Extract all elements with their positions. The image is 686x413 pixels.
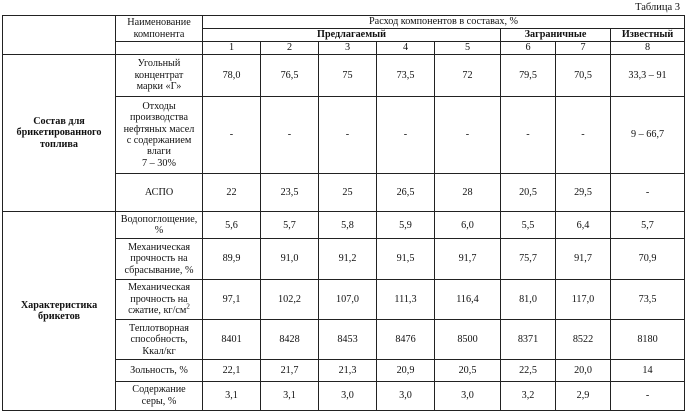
table-cell: 91,2 bbox=[319, 239, 377, 279]
table-cell: 5,7 bbox=[611, 212, 685, 239]
table-row bbox=[3, 212, 685, 239]
group-known: Известный bbox=[611, 29, 685, 42]
table-cell: 73,5 bbox=[377, 54, 435, 96]
table-cell: 29,5 bbox=[556, 173, 611, 211]
table-cell: 3,1 bbox=[261, 381, 319, 410]
table-cell: 91,5 bbox=[377, 239, 435, 279]
table-cell: 33,3 – 91 bbox=[611, 54, 685, 96]
table-cell: 3,0 bbox=[319, 381, 377, 410]
table-cell: 81,0 bbox=[501, 279, 556, 319]
table-cell: 26,5 bbox=[377, 173, 435, 211]
table-cell: - bbox=[203, 97, 261, 174]
table-cell: 75 bbox=[319, 54, 377, 96]
table-cell: - bbox=[611, 381, 685, 410]
table-cell: 102,2 bbox=[261, 279, 319, 319]
table-cell: 8401 bbox=[203, 320, 261, 360]
table-cell: - bbox=[556, 97, 611, 174]
table-cell: 3,0 bbox=[377, 381, 435, 410]
table-cell: 14 bbox=[611, 360, 685, 381]
column-number: 4 bbox=[377, 42, 435, 55]
table-cell: 21,3 bbox=[319, 360, 377, 381]
column-number: 7 bbox=[556, 42, 611, 55]
table-cell: 89,9 bbox=[203, 239, 261, 279]
column-number: 5 bbox=[435, 42, 501, 55]
table-cell: - bbox=[261, 97, 319, 174]
table-row bbox=[3, 54, 685, 96]
table-cell: 8428 bbox=[261, 320, 319, 360]
table-cell: - bbox=[319, 97, 377, 174]
table-cell: 97,1 bbox=[203, 279, 261, 319]
table-cell: - bbox=[377, 97, 435, 174]
table-cell: 111,3 bbox=[377, 279, 435, 319]
table-cell: 28 bbox=[435, 173, 501, 211]
table-cell: 91,7 bbox=[435, 239, 501, 279]
table-cell: 5,9 bbox=[377, 212, 435, 239]
table-cell: 6,4 bbox=[556, 212, 611, 239]
table-cell: 5,8 bbox=[319, 212, 377, 239]
table-cell: - bbox=[435, 97, 501, 174]
table-cell: 117,0 bbox=[556, 279, 611, 319]
row-label: Теплотворная способность, Ккал/кг bbox=[116, 320, 203, 360]
table-cell: - bbox=[611, 173, 685, 211]
component-name-header: Наименование компонента bbox=[116, 16, 203, 42]
row-label: Механическая прочность на сжатие, $кг/см^2$ bbox=[116, 279, 203, 319]
table-cell: 3,1 bbox=[203, 381, 261, 410]
row-label: АСПО bbox=[116, 173, 203, 211]
table-cell: 70,9 bbox=[611, 239, 685, 279]
table-cell: 91,0 bbox=[261, 239, 319, 279]
column-number: 8 bbox=[611, 42, 685, 55]
row-label: Угольный концентрат марки «Г» bbox=[116, 54, 203, 96]
table-cell: 20,5 bbox=[435, 360, 501, 381]
table-cell: 73,5 bbox=[611, 279, 685, 319]
table-cell: 79,5 bbox=[501, 54, 556, 96]
table-cell: 25 bbox=[319, 173, 377, 211]
table-cell: 8522 bbox=[556, 320, 611, 360]
table-cell: 70,5 bbox=[556, 54, 611, 96]
group-foreign: Заграничные bbox=[501, 29, 611, 42]
table-cell: 107,0 bbox=[319, 279, 377, 319]
consumption-header: Расход компонентов в составах, % bbox=[203, 16, 685, 29]
table-cell: 8500 bbox=[435, 320, 501, 360]
table-cell: 5,6 bbox=[203, 212, 261, 239]
table-cell: 22,1 bbox=[203, 360, 261, 381]
row-label: Отходы производства нефтяных масел с содержанием влаги 7 – 30% bbox=[116, 97, 203, 174]
table-cell: 3,0 bbox=[435, 381, 501, 410]
table-cell: 5,5 bbox=[501, 212, 556, 239]
number-header-blank bbox=[116, 42, 203, 55]
table-cell: 21,7 bbox=[261, 360, 319, 381]
table-cell: 22,5 bbox=[501, 360, 556, 381]
table-cell: 5,7 bbox=[261, 212, 319, 239]
table-cell: 76,5 bbox=[261, 54, 319, 96]
column-number: 1 bbox=[203, 42, 261, 55]
table-cell: 3,2 bbox=[501, 381, 556, 410]
section-characteristics: Характеристика брикетов bbox=[3, 212, 116, 411]
table-cell: 20,5 bbox=[501, 173, 556, 211]
column-number: 2 bbox=[261, 42, 319, 55]
table-cell: 9 – 66,7 bbox=[611, 97, 685, 174]
column-number: 6 bbox=[501, 42, 556, 55]
table-cell: 8371 bbox=[501, 320, 556, 360]
group-proposed: Предлагаемый bbox=[203, 29, 501, 42]
table-cell: 91,7 bbox=[556, 239, 611, 279]
table-cell: 20,9 bbox=[377, 360, 435, 381]
table-cell: 116,4 bbox=[435, 279, 501, 319]
table-cell: 6,0 bbox=[435, 212, 501, 239]
table-cell: 72 bbox=[435, 54, 501, 96]
table-cell: 75,7 bbox=[501, 239, 556, 279]
table-cell: 8453 bbox=[319, 320, 377, 360]
table-cell: 78,0 bbox=[203, 54, 261, 96]
section-composition: Состав для брикетированного топлива bbox=[3, 54, 116, 211]
column-number: 3 bbox=[319, 42, 377, 55]
table-cell: 8476 bbox=[377, 320, 435, 360]
table-cell: 2,9 bbox=[556, 381, 611, 410]
table-cell: 20,0 bbox=[556, 360, 611, 381]
table-cell: 23,5 bbox=[261, 173, 319, 211]
table-caption: Таблица 3 bbox=[635, 2, 680, 13]
row-label: Водопоглощение, % bbox=[116, 212, 203, 239]
corner-cell bbox=[3, 16, 116, 55]
row-label: Содержание серы, % bbox=[116, 381, 203, 410]
row-label: Зольность, % bbox=[116, 360, 203, 381]
row-label: Механическая прочность на сбрасывание, % bbox=[116, 239, 203, 279]
components-table bbox=[2, 15, 685, 411]
table-cell: 22 bbox=[203, 173, 261, 211]
table-cell: 8180 bbox=[611, 320, 685, 360]
table-cell: - bbox=[501, 97, 556, 174]
